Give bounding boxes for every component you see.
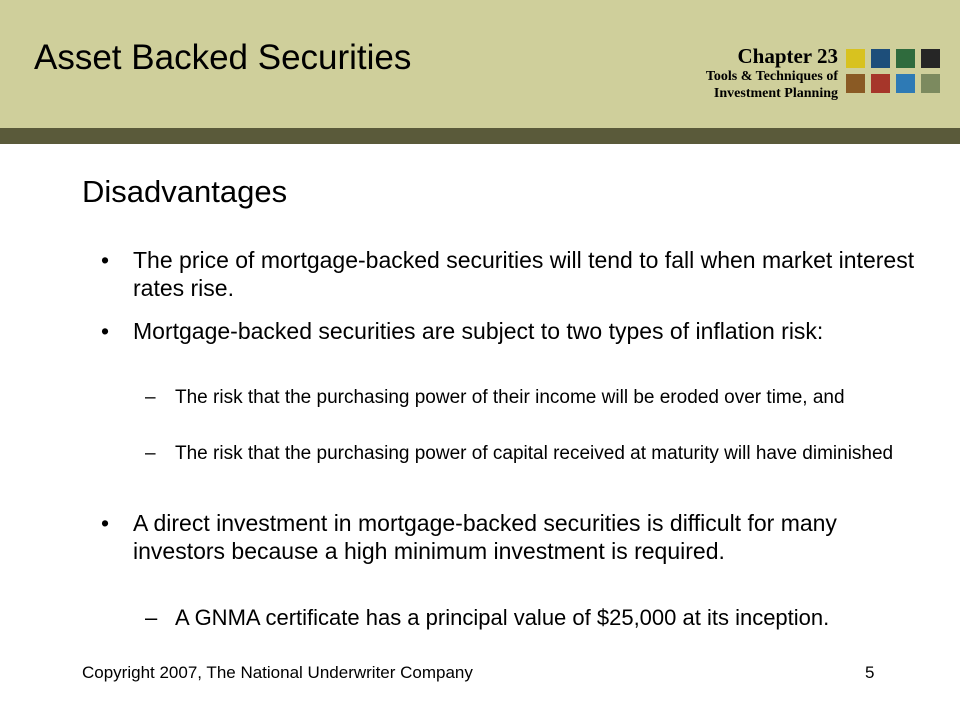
logo-square: [846, 74, 865, 93]
bullet-item: [101, 509, 921, 565]
bullet-item: [101, 246, 921, 302]
book-title-line1: Tools & Techniques of: [705, 69, 838, 85]
sub-bullet-item: [145, 387, 945, 409]
book-title-line2: Investment Planning: [713, 85, 838, 101]
bullet-mark: •: [101, 318, 110, 344]
bullet-text: The price of mortgage-backed securities will tend to fall when market interest rates rise.: [133, 247, 915, 301]
chapter-label: Chapter 23: [737, 44, 838, 68]
sub-bullet-mark: –: [145, 387, 156, 408]
deck-title: Asset Backed Securities: [34, 38, 412, 77]
bullet-text: Mortgage-backed securities are subject to two types of inflation risk:: [133, 318, 824, 344]
copyright-text: Copyright 2007, The National Underwriter Company: [82, 663, 473, 682]
page-number: 5: [865, 663, 875, 682]
chapter-block: [618, 44, 838, 103]
slide-title: Disadvantages: [82, 174, 288, 209]
logo-square: [921, 49, 940, 68]
sub-bullet-mark: –: [145, 605, 158, 630]
header-divider: [0, 128, 960, 144]
bullet-item: [101, 317, 921, 345]
logo-square: [871, 74, 890, 93]
logo-square: [921, 74, 940, 93]
sub-bullet-mark: –: [145, 443, 156, 464]
sub-bullet-text: The risk that the purchasing power of their income will be eroded over time, and: [175, 387, 845, 408]
bullet-text: A direct investment in mortgage-backed securities is difficult for many investors because a high minimum investment is required.: [133, 510, 837, 564]
sub-bullet-text: A GNMA certificate has a principal value of $25,000 at its inception.: [175, 605, 830, 630]
bullet-mark: •: [101, 510, 110, 536]
bullet-mark: •: [101, 247, 110, 273]
logo-square: [871, 49, 890, 68]
sub-bullet-item: [145, 443, 945, 465]
logo-squares: [846, 49, 942, 93]
sub-bullet-item: [145, 604, 945, 631]
logo-square: [896, 74, 915, 93]
sub-bullet-text: The risk that the purchasing power of capital received at maturity will have diminished: [175, 443, 894, 464]
logo-square: [846, 49, 865, 68]
logo-square: [896, 49, 915, 68]
